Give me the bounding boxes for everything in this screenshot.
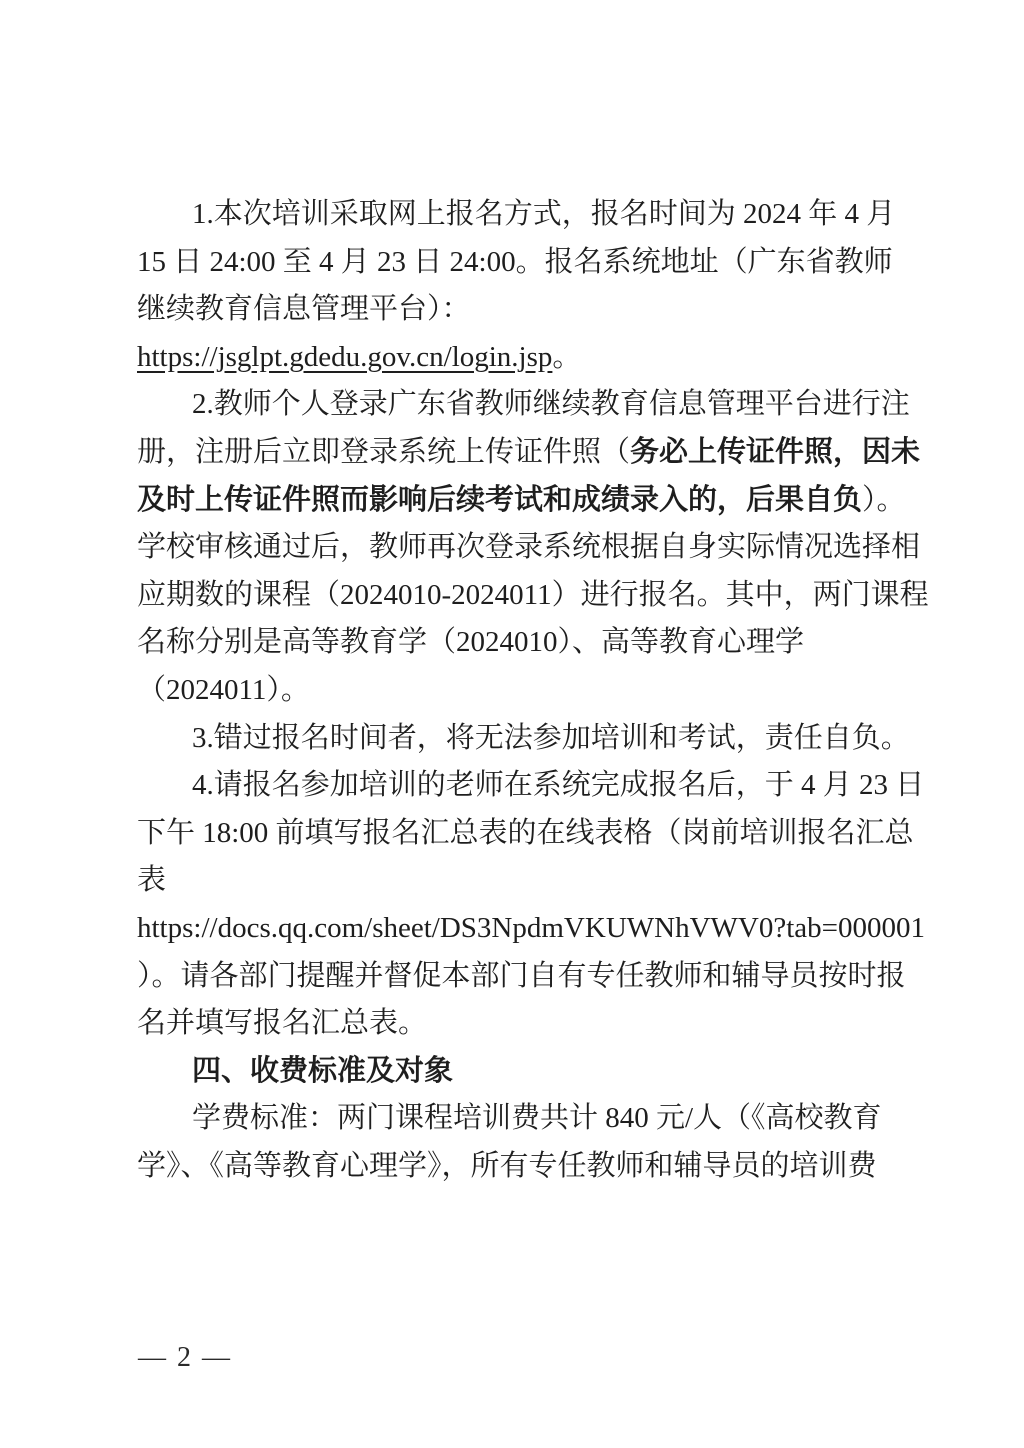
- page-number: — 2 —: [138, 1342, 232, 1373]
- doc-line: [137, 857, 893, 905]
- text-run: 应期数的课程（2024010-2024011）进行报名。其中，两门课程: [137, 578, 929, 611]
- text-run: 学》、《高等教育心理学》，所有专任教师和辅导员的培训费: [137, 1149, 877, 1182]
- text-run: 3.错过报名时间者，将无法参加培训和考试，责任自负。: [192, 721, 910, 754]
- text-run: 册，注册后立即登录系统上传证件照（: [137, 435, 631, 468]
- text-run: 下午 18:00 前填写报名汇总表的在线表格（岗前培训报名汇总: [137, 816, 914, 849]
- doc-line: [137, 286, 893, 334]
- doc-line: [137, 572, 929, 620]
- doc-line: [137, 953, 906, 1001]
- doc-line: [137, 1143, 893, 1191]
- doc-line: [137, 381, 910, 429]
- doc-line: [137, 810, 914, 858]
- text-run: ）。: [862, 483, 906, 516]
- document-text-block: [137, 191, 929, 1190]
- text-run: 1.本次培训采取网上报名方式，报名时间为 2024 年 4 月: [192, 198, 896, 230]
- doc-line: [137, 1095, 893, 1143]
- text-run: 4.请报名参加培训的老师在系统完成报名后，于 4 月 23 日: [192, 769, 925, 802]
- bold-warning-run: 务必上传证件照，因未: [630, 435, 921, 468]
- doc-line: [137, 667, 893, 715]
- text-run: 2.教师个人登录广东省教师继续教育信息管理平台进行注: [192, 388, 910, 421]
- doc-line: [137, 477, 906, 525]
- text-run: 学校审核通过后，教师再次登录系统根据自身实际情况选择相: [137, 531, 921, 564]
- heading-run: 四、收费标准及对象: [192, 1054, 454, 1087]
- doc-line: [137, 1000, 893, 1048]
- text-run: 继续教育信息管理平台）：: [137, 293, 471, 326]
- text-run: 。: [552, 340, 582, 373]
- doc-line: [137, 191, 896, 239]
- text-run: （2024011）。: [137, 673, 310, 706]
- url-docs-qq-text: https://docs.qq.com/sheet/DS3NpdmVKUWNhVWV0?tab=000001: [137, 911, 925, 944]
- bold-warning-run: 及时上传证件照而影响后续考试和成绩录入的，后果自负: [137, 483, 863, 516]
- text-run: 名称分别是高等教育学（2024010）、高等教育心理学: [137, 626, 805, 659]
- doc-line: [137, 524, 921, 572]
- url-jsglpt-link[interactable]: https://jsglpt.gdedu.gov.cn/login.jsp: [137, 340, 553, 373]
- doc-line: [137, 239, 893, 287]
- text-run: 表: [137, 864, 167, 897]
- text-run: 名并填写报名汇总表。: [137, 1007, 428, 1040]
- doc-line: [137, 429, 921, 477]
- text-run: ）。请各部门提醒并督促本部门自有专任教师和辅导员按时报: [137, 959, 906, 992]
- doc-line: [137, 715, 910, 763]
- doc-line: [137, 619, 893, 667]
- doc-line: [137, 905, 925, 953]
- doc-line: [137, 762, 925, 810]
- doc-line: [137, 334, 893, 382]
- text-run: 15 日 24:00 至 4 月 23 日 24:00。报名系统地址（广东省教师: [137, 245, 893, 278]
- text-run: 学费标准：两门课程培训费共计 840 元/人（《高校教育: [192, 1102, 882, 1135]
- section-heading-fees: [137, 1048, 893, 1096]
